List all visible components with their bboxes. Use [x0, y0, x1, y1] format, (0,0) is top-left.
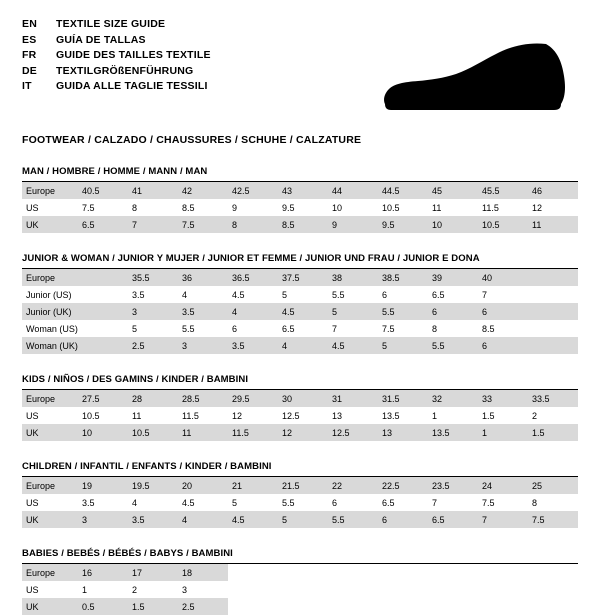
cell: 3.5 — [128, 511, 178, 528]
cell: 22.5 — [378, 477, 428, 494]
cell: 5 — [328, 303, 378, 320]
cell: 25 — [528, 477, 578, 494]
cell: 5.5 — [428, 337, 478, 354]
cell: 8.5 — [482, 323, 495, 334]
cell: 7.5 — [382, 323, 395, 334]
cell: 0.5 — [78, 598, 128, 615]
cell-empty — [428, 598, 478, 615]
cell-empty — [528, 581, 578, 598]
cell: 8 — [532, 497, 538, 508]
cell: 5 — [282, 289, 288, 300]
cell: 28 — [128, 390, 178, 407]
cell-empty — [428, 564, 478, 581]
language-titles — [22, 18, 211, 94]
cell: 45.5 — [478, 182, 528, 199]
cell-empty — [278, 598, 328, 615]
cell: 11.5 — [182, 410, 199, 421]
cell: 28.5 — [178, 390, 228, 407]
language-row — [22, 49, 211, 63]
size-group-children — [22, 461, 578, 528]
cell: 6.5 — [282, 323, 295, 334]
cell: 1.5 — [128, 598, 178, 615]
language-row — [22, 34, 211, 48]
cell: 1 — [478, 424, 528, 441]
cell: 3 — [178, 337, 228, 354]
cell: 5.5 — [282, 497, 295, 508]
row-label: US — [26, 410, 39, 421]
cell: 42 — [178, 182, 228, 199]
language-code: ES — [22, 33, 37, 46]
cell: 12.5 — [282, 410, 300, 421]
cell: 6 — [332, 497, 338, 508]
language-row — [22, 18, 211, 32]
cell: 21.5 — [278, 477, 328, 494]
row-label: UK — [22, 511, 78, 528]
table-row — [22, 199, 578, 216]
cell-empty — [478, 598, 528, 615]
cell: 7.5 — [178, 216, 228, 233]
cell: 22 — [328, 477, 378, 494]
cell: 8.5 — [182, 202, 195, 213]
cell: 7 — [478, 511, 528, 528]
cell — [78, 269, 128, 286]
row-label: US — [26, 202, 39, 213]
table-row — [22, 390, 578, 407]
cell-empty — [428, 581, 478, 598]
cell: 5 — [132, 323, 138, 334]
group-title: BABIES / BEBÉS / BÉBÉS / BABYS / BAMBINI — [22, 548, 578, 564]
size-table-children — [22, 477, 578, 528]
row-label: Europe — [22, 477, 78, 494]
cell: 6 — [232, 323, 238, 334]
language-row — [22, 80, 211, 94]
size-group-junior-woman — [22, 253, 578, 354]
cell: 2 — [132, 584, 138, 595]
cell: 37.5 — [278, 269, 328, 286]
cell-empty — [328, 598, 378, 615]
group-title: CHILDREN / INFANTIL / ENFANTS / KINDER / BAMBINI — [22, 461, 578, 477]
cell: 27.5 — [78, 390, 128, 407]
cell: 5 — [378, 337, 428, 354]
cell: 11 — [432, 202, 442, 213]
cell: 11.5 — [228, 424, 278, 441]
cell: 35.5 — [128, 269, 178, 286]
cell: 32 — [428, 390, 478, 407]
cell: 6 — [478, 337, 528, 354]
cell: 9 — [328, 216, 378, 233]
cell: 31 — [328, 390, 378, 407]
table-row — [22, 564, 578, 581]
cell: 38.5 — [378, 269, 428, 286]
cell — [528, 286, 578, 303]
table-row — [22, 407, 578, 424]
cell: 2 — [532, 410, 538, 421]
cell: 7 — [128, 216, 178, 233]
table-row — [22, 269, 578, 286]
cell: 12 — [278, 424, 328, 441]
page-header — [22, 18, 578, 118]
cell: 6.5 — [382, 497, 395, 508]
cell: 1 — [432, 410, 438, 421]
cell: 45 — [428, 182, 478, 199]
language-row — [22, 65, 211, 79]
cell: 21 — [228, 477, 278, 494]
cell: 5.5 — [328, 511, 378, 528]
row-label: US — [26, 584, 39, 595]
cell: 20 — [178, 477, 228, 494]
cell-empty — [278, 564, 328, 581]
cell-empty — [228, 581, 278, 598]
cell: 9.5 — [282, 202, 295, 213]
cell: 1.5 — [482, 410, 495, 421]
table-row — [22, 494, 578, 511]
table-row — [22, 598, 578, 615]
cell: 6 — [478, 303, 528, 320]
cell: 3.5 — [228, 337, 278, 354]
cell: 11 — [132, 410, 142, 421]
group-title: JUNIOR & WOMAN / JUNIOR Y MUJER / JUNIOR ET FEMME / JUNIOR UND FRAU / JUNIOR E DONA — [22, 253, 578, 269]
dress-shoe-icon — [378, 36, 568, 118]
cell: 7.5 — [528, 511, 578, 528]
cell: 12.5 — [328, 424, 378, 441]
table-row — [22, 320, 578, 337]
cell: 6.5 — [78, 216, 128, 233]
cell: 19 — [78, 477, 128, 494]
cell: 8 — [228, 216, 278, 233]
cell: 33.5 — [528, 390, 578, 407]
size-group-kids — [22, 374, 578, 441]
cell: 36 — [178, 269, 228, 286]
table-row — [22, 286, 578, 303]
cell: 33 — [478, 390, 528, 407]
row-label: Junior (UK) — [22, 303, 78, 320]
cell: 44.5 — [378, 182, 428, 199]
cell: 2.5 — [128, 337, 178, 354]
language-title: TEXTILE SIZE GUIDE — [56, 18, 166, 30]
cell — [528, 269, 578, 286]
row-label: UK — [22, 598, 78, 615]
cell — [78, 320, 128, 337]
cell: 12 — [532, 202, 543, 213]
cell: 29.5 — [228, 390, 278, 407]
cell-empty — [528, 564, 578, 581]
cell: 4.5 — [232, 289, 245, 300]
cell: 4.5 — [278, 303, 328, 320]
cell: 44 — [328, 182, 378, 199]
cell: 6 — [378, 511, 428, 528]
cell: 4 — [228, 303, 278, 320]
cell — [78, 337, 128, 354]
cell: 6 — [382, 289, 388, 300]
cell: 16 — [78, 564, 128, 581]
row-label: UK — [22, 424, 78, 441]
cell: 10.5 — [478, 216, 528, 233]
cell: 5 — [232, 497, 238, 508]
cell: 5.5 — [182, 323, 195, 334]
language-title: GUÍA DE TALLAS — [56, 33, 146, 46]
cell: 7 — [432, 497, 438, 508]
cell — [78, 286, 128, 303]
cell-empty — [278, 581, 328, 598]
cell: 3.5 — [132, 289, 145, 300]
cell: 5.5 — [378, 303, 428, 320]
table-row — [22, 337, 578, 354]
cell: 38 — [328, 269, 378, 286]
row-label: UK — [22, 216, 78, 233]
size-group-man — [22, 166, 578, 233]
cell: 4 — [182, 289, 188, 300]
cell: 9.5 — [378, 216, 428, 233]
cell: 30 — [278, 390, 328, 407]
cell-empty — [378, 581, 428, 598]
cell: 39 — [428, 269, 478, 286]
cell: 42.5 — [228, 182, 278, 199]
cell: 13.5 — [428, 424, 478, 441]
cell: 4 — [132, 497, 138, 508]
cell: 7.5 — [82, 202, 95, 213]
cell: 40.5 — [78, 182, 128, 199]
cell: 5.5 — [332, 289, 345, 300]
cell: 46 — [528, 182, 578, 199]
cell: 3.5 — [178, 303, 228, 320]
cell: 7 — [332, 323, 338, 334]
cell: 1.5 — [528, 424, 578, 441]
cell: 36.5 — [228, 269, 278, 286]
cell: 10.5 — [82, 410, 100, 421]
cell: 24 — [478, 477, 528, 494]
cell: 5 — [278, 511, 328, 528]
size-table-junior-woman — [22, 269, 578, 354]
table-row — [22, 424, 578, 441]
cell: 11.5 — [482, 202, 499, 213]
row-label: Europe — [22, 269, 78, 286]
cell: 8.5 — [278, 216, 328, 233]
size-table-babies — [22, 564, 578, 615]
size-table-kids — [22, 390, 578, 441]
size-group-babies — [22, 548, 578, 615]
cell-empty — [228, 564, 278, 581]
cell: 13 — [332, 410, 343, 421]
cell: 8 — [432, 323, 438, 334]
cell — [528, 303, 578, 320]
cell: 19.5 — [128, 477, 178, 494]
cell: 6.5 — [432, 289, 445, 300]
cell — [528, 337, 578, 354]
cell: 1 — [82, 584, 88, 595]
cell: 9 — [232, 202, 238, 213]
cell-empty — [478, 581, 528, 598]
cell: 6 — [428, 303, 478, 320]
cell: 3 — [182, 584, 188, 595]
cell-empty — [478, 564, 528, 581]
cell: 7 — [482, 289, 488, 300]
cell: 13.5 — [382, 410, 400, 421]
cell: 10 — [332, 202, 343, 213]
cell: 3 — [128, 303, 178, 320]
language-code: DE — [22, 64, 37, 77]
language-code: FR — [22, 49, 37, 61]
cell-empty — [328, 581, 378, 598]
group-title: KIDS / NIÑOS / DES GAMINS / KINDER / BAMBINI — [22, 374, 578, 390]
cell: 10 — [78, 424, 128, 441]
table-row — [22, 182, 578, 199]
language-code: IT — [22, 80, 32, 92]
cell: 12 — [232, 410, 243, 421]
cell: 4 — [178, 511, 228, 528]
cell: 31.5 — [378, 390, 428, 407]
cell: 7.5 — [482, 497, 495, 508]
cell: 10.5 — [128, 424, 178, 441]
row-label: Junior (US) — [26, 289, 72, 300]
language-code: EN — [22, 18, 37, 30]
cell: 43 — [278, 182, 328, 199]
group-title: MAN / HOMBRE / HOMME / MANN / MAN — [22, 166, 578, 182]
row-label: Europe — [22, 390, 78, 407]
cell: 23.5 — [428, 477, 478, 494]
cell: 4.5 — [182, 497, 195, 508]
row-label: Woman (US) — [26, 323, 78, 334]
cell — [528, 320, 578, 337]
cell: 4.5 — [328, 337, 378, 354]
cell: 41 — [128, 182, 178, 199]
cell: 3.5 — [82, 497, 95, 508]
cell: 3 — [78, 511, 128, 528]
page-title: FOOTWEAR / CALZADO / CHAUSSURES / SCHUHE / CALZATURE — [22, 134, 362, 146]
row-label: Woman (UK) — [22, 337, 78, 354]
cell: 18 — [178, 564, 228, 581]
cell-empty — [378, 564, 428, 581]
table-row — [22, 216, 578, 233]
size-table-man — [22, 182, 578, 233]
cell: 11 — [528, 216, 578, 233]
language-title: GUIDA ALLE TAGLIE TESSILI — [56, 80, 208, 92]
table-row — [22, 477, 578, 494]
table-row — [22, 581, 578, 598]
cell: 4.5 — [228, 511, 278, 528]
cell — [78, 303, 128, 320]
row-label: US — [26, 497, 39, 508]
row-label: Europe — [22, 182, 78, 199]
language-title: GUIDE DES TAILLES TEXTILE — [56, 49, 211, 61]
cell: 4 — [278, 337, 328, 354]
cell: 13 — [378, 424, 428, 441]
table-row — [22, 511, 578, 528]
cell-empty — [378, 598, 428, 615]
cell: 6.5 — [428, 511, 478, 528]
cell: 40 — [478, 269, 528, 286]
cell-empty — [328, 564, 378, 581]
cell: 2.5 — [178, 598, 228, 615]
table-row — [22, 303, 578, 320]
cell: 10 — [428, 216, 478, 233]
cell: 8 — [132, 202, 138, 213]
cell: 10.5 — [382, 202, 400, 213]
row-label: Europe — [22, 564, 78, 581]
cell-empty — [228, 598, 278, 615]
language-title: TEXTILGRÖßENFÜHRUNG — [56, 64, 194, 77]
cell: 11 — [178, 424, 228, 441]
cell: 17 — [128, 564, 178, 581]
cell-empty — [528, 598, 578, 615]
